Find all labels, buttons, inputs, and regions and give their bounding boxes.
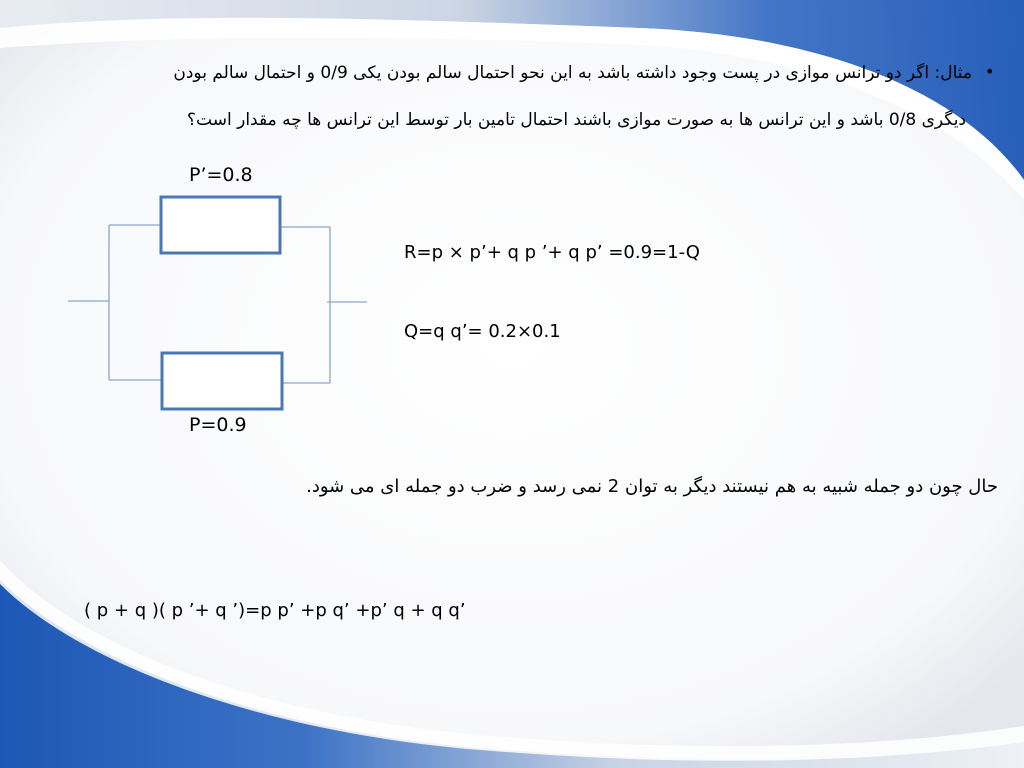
formula-unavailability: Q=q q’= 0.2×0.1 [404, 321, 561, 342]
question-line-2: دیگری 0/8 باشد و این ترانس ها به صورت موازی باشند احتمال تامین بار توسط این ترانس ها چه مقدار است؟ [187, 110, 966, 130]
question-line-1: مثال: اگر دو ترانس موازی در پست وجود داشته باشد به این نحو احتمال سالم بودن یکی 0/9 و احتمال سالم بودن [173, 63, 972, 83]
explanation-text: حال چون دو جمله شبیه به هم نیستند دیگر به توان 2 نمی رسد و ضرب دو جمله ای می شود. [306, 476, 998, 497]
formula-reliability: R=p × p’+ q p ’+ q p’ =0.9=1-Q [404, 242, 700, 263]
bottom-transformer-label: P=0.9 [189, 414, 247, 436]
top-transformer-label: P’=0.8 [189, 164, 253, 186]
bullet-point: • [985, 62, 995, 81]
expansion-formula: ( p + q )( p ’+ q ’)=p p’ +p q’ +p’ q + q q’ [84, 600, 466, 621]
